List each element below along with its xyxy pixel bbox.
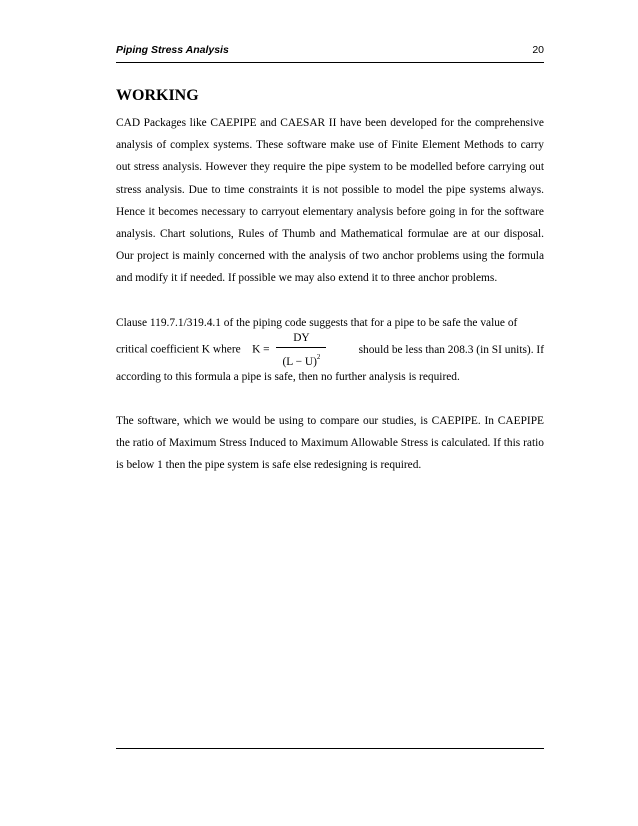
fraction-bar bbox=[276, 347, 326, 348]
header-title: Piping Stress Analysis bbox=[116, 44, 229, 56]
footer-rule bbox=[116, 748, 544, 749]
formula-numerator: DY bbox=[293, 331, 310, 344]
formula-lead-text: critical coefficient K where bbox=[116, 343, 241, 356]
section-heading: WORKING bbox=[116, 87, 199, 104]
body-text bbox=[116, 86, 544, 477]
formula-lhs: K = bbox=[252, 343, 270, 356]
paragraph-2-intro: Clause 119.7.1/319.4.1 of the piping code suggests that for a pipe to be safe the value of bbox=[116, 316, 518, 329]
page-number: 20 bbox=[532, 44, 544, 56]
formula-trail-text: should be less than 208.3 (in SI units). If bbox=[358, 343, 544, 356]
formula-fraction bbox=[276, 330, 326, 370]
running-header bbox=[116, 44, 544, 60]
paragraph-3: The software, which we would be using to compare our studies, is CAEPIPE. In CAEPIPE the ratio of Maximum Stress Induced to Maximum Allowable Stress is calculated. If this ratio is below 1 then the pipe system is safe else redesigning is required. bbox=[116, 415, 544, 472]
formula-lead-group bbox=[116, 330, 330, 370]
paragraph-1: CAD Packages like CAEPIPE and CAESAR II have been developed for the comprehensive analysis of complex systems. These software make use of Finite Element Methods to carry out stress analysis. However they require the pipe system to be modelled before carrying out stress analysis. Due to time constraints it is not possible to model the pipe systems always. Hence it becomes necessary to carryout elementary analysis before going in for the software analysis. Chart solutions, Rules of Thumb and Mathematical formulae are at our disposal. Our project is mainly concerned with the analysis of two anchor problems using the formula and modify it if needed. If possible we may also extend it to three anchor problems. bbox=[116, 117, 544, 285]
paragraph-2-end: according to this formula a pipe is safe, then no further analysis is required. bbox=[116, 370, 460, 383]
header-rule bbox=[116, 62, 544, 63]
formula-denominator-group bbox=[276, 349, 326, 370]
formula-denominator: (L − U) bbox=[282, 355, 317, 368]
paragraph-2 bbox=[116, 312, 544, 388]
formula-exponent: 2 bbox=[316, 352, 321, 361]
